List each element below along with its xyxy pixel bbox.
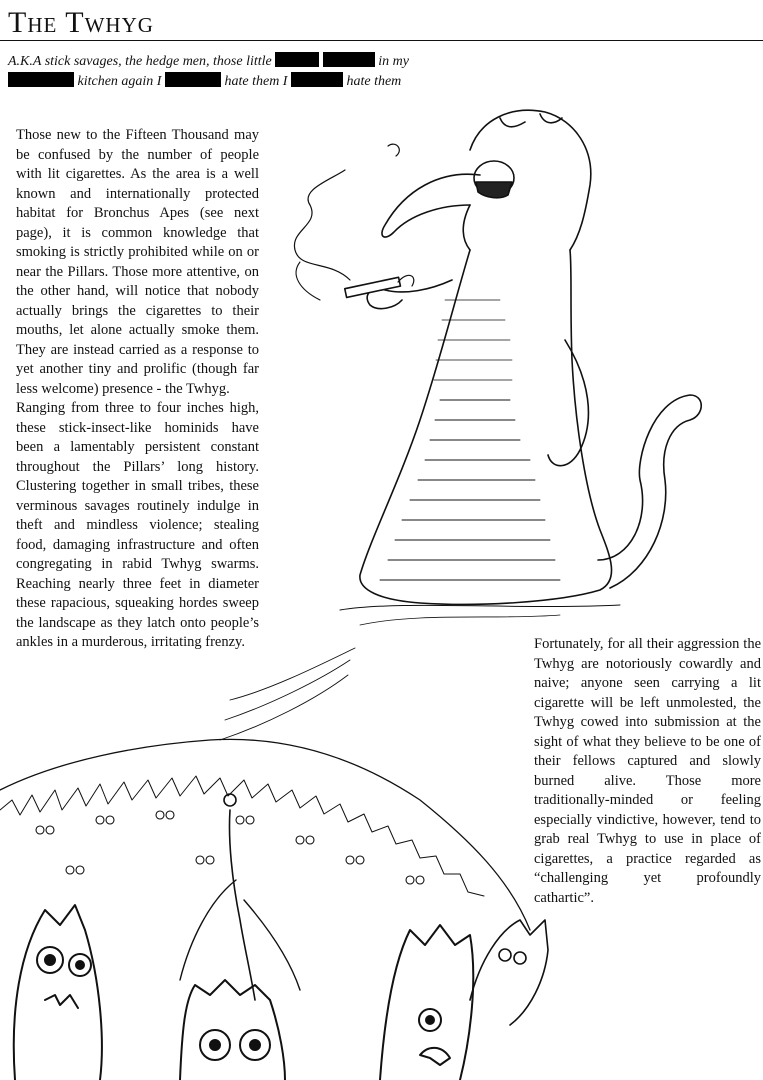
left-paragraph-1: Those new to the Fifteen Thousand may be confused by the number of people with lit cigarettes. As the area is a well known and internationally protected habitat for Bronchus Apes (see next page), it is common knowledge that smoking is strictly prohibited while on or near the Pillars. Those more attentive, on the other hand, will notice that nobody actually brings the cigarettes to their mouths, let alone actually smoke them. They are instead carried as a response to yet another tiny and prolific (though far less welcome) presence - the Twhyg. — [16, 127, 259, 397]
left-paragraph-2: Ranging from three to four inches high, these stick-insect-like hominids have been a lamentably persistent constant throughout the Pillars’ long history. Clustering together in small tribes, these verminous savages routinely indulge in theft and mindless violence; stealing food, damaging infrastructure and often congregating in rabid Twhyg swarms. Reaching nearly three feet in diameter these rapacious, squeaking hordes sweep the landscape as they latch onto people’s ankles in a murderous, irritating frenzy. — [16, 400, 259, 650]
twhyg-face-icon — [470, 920, 548, 1025]
twhyg-face-icon — [380, 925, 473, 1080]
aka-text-1: A.K.A stick savages, the hedge men, those little — [8, 54, 272, 69]
aka-text-5: hate them — [346, 74, 402, 89]
smoke-icon — [294, 170, 350, 280]
twhyg-creature-icon — [340, 110, 701, 625]
aka-text-3: kitchen again I — [77, 74, 162, 89]
aka-text-2: in my — [378, 54, 409, 69]
twhyg-swarm-icon — [0, 648, 530, 1000]
page-title: The Twhyg — [8, 6, 154, 39]
twhyg-face-icon — [14, 905, 102, 1080]
right-column-text — [534, 635, 761, 908]
twhyg-face-icon — [180, 980, 285, 1080]
left-column-text — [16, 126, 259, 653]
aka-text-4: hate them I — [224, 74, 288, 89]
right-paragraph: Fortunately, for all their aggression the Twhyg are notoriously cowardly and naive; anyone seen carrying a lit cigarette will be left unmolested, the Twhyg cowed into submission at the sight of what they believe to be one of their fellows captured and slowly burned alive. Those more traditionally-minded or feeling especially vindictive, however, tend to grab real Twhyg to use in place of cigarettes, a practice regarded as “challenging yet profoundly cathartic”. — [534, 636, 761, 906]
